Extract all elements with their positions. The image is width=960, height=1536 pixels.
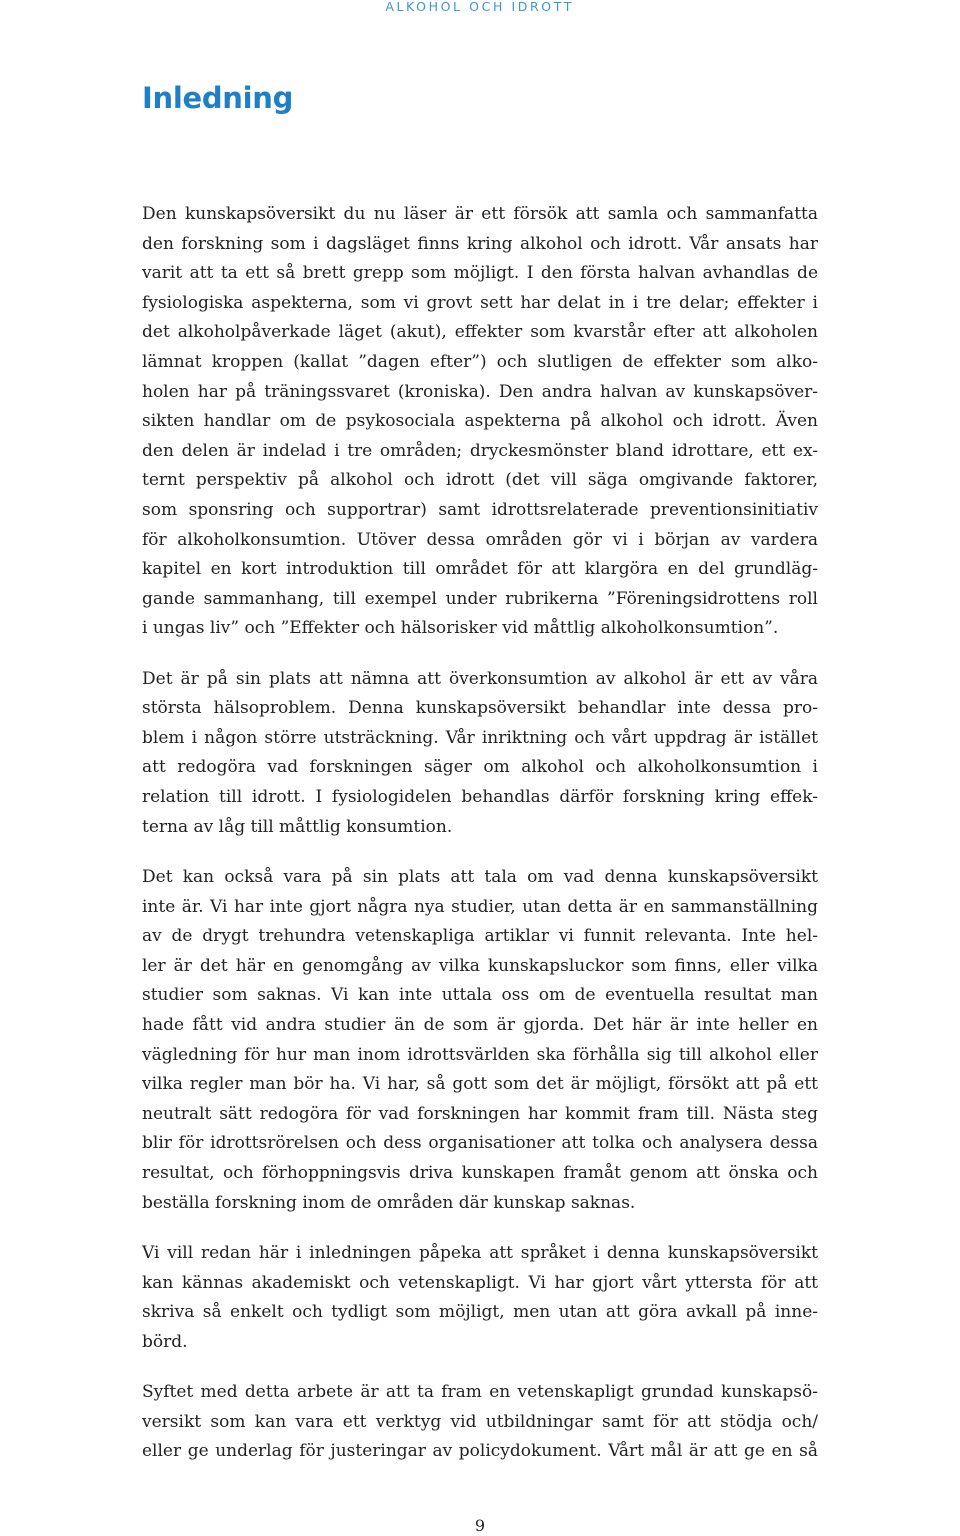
text-line: Syftet med detta arbete är att ta fram en vetenskapligt grundad kunskapsö-: [142, 1382, 818, 1403]
paragraph: [142, 1239, 818, 1357]
paragraph: [142, 1378, 818, 1467]
text-line: börd.: [142, 1331, 188, 1352]
text-line: lämnat kroppen (kallat ”dagen efter”) och slutligen de effekter som alko-: [142, 351, 818, 372]
text-line: sikten handlar om de psykosociala aspekterna på alkohol och idrott. Även: [142, 411, 818, 432]
text-line: kapitel en kort introduktion till området för att klargöra en del grundläg-: [142, 559, 818, 580]
text-line: skriva så enkelt och tydligt som möjligt, men utan att göra avkall på inne-: [142, 1302, 818, 1323]
text-line: Den kunskapsöversikt du nu läser är ett försök att samla och sammanfatta: [142, 204, 818, 224]
text-line: kan kännas akademiskt och vetenskapligt. Vi har gjort vårt yttersta för att: [142, 1272, 818, 1293]
text-line: hade fått vid andra studier än de som är gjorda. Det här är inte heller en: [142, 1015, 818, 1036]
paragraph: [142, 665, 818, 843]
text-line: den delen är indelad i tre områden; dryckesmönster bland idrottare, ett ex-: [142, 440, 818, 461]
text-line: Vi vill redan här i inledningen påpeka att språket i denna kunskapsöversikt: [142, 1242, 818, 1263]
running-header: ALKOHOL OCH IDROTT: [385, 0, 574, 14]
text-line: beställa forskning inom de områden där kunskap saknas.: [142, 1192, 636, 1213]
text-line: den forskning som i dagsläget finns kring alkohol och idrott. Vår ansats har: [142, 233, 818, 254]
text-line: gande sammanhang, till exempel under rubrikerna ”Föreningsidrottens roll: [142, 588, 818, 609]
text-line: eller ge underlag för justeringar av policydokument. Vårt mål är att ge en så: [142, 1441, 818, 1462]
page-number: 9: [474, 1516, 486, 1535]
text-line: varit att ta ett så brett grepp som möjligt. I den första halvan avhandlas de: [142, 263, 818, 284]
text-line: terna av låg till måttlig konsumtion.: [142, 816, 453, 837]
paragraph: [142, 863, 818, 1218]
text-line: ternt perspektiv på alkohol och idrott (det vill säga omgivande faktorer,: [142, 470, 818, 491]
text-line: största hälsoproblem. Denna kunskapsöversikt behandlar inte dessa pro-: [142, 698, 818, 719]
text-line: holen har på träningssvaret (kroniska). Den andra halvan av kunskapsöver-: [142, 381, 818, 402]
text-line: blir för idrottsrörelsen och dess organisationer att tolka och analysera dessa: [142, 1133, 818, 1154]
text-line: för alkoholkonsumtion. Utöver dessa områden gör vi i början av vardera: [142, 529, 818, 550]
text-line: blem i någon större utsträckning. Vår inriktning och vårt uppdrag är istället: [142, 727, 818, 748]
text-line: det alkoholpåverkade läget (akut), effekter som kvarstår efter att alkoholen: [142, 322, 818, 343]
text-line: versikt som kan vara ett verktyg vid utbildningar samt för att stödja och/: [142, 1411, 818, 1432]
text-line: i ungas liv” och ”Effekter och hälsorisker vid måttlig alkoholkonsumtion”.: [142, 618, 779, 639]
section-heading: Inledning: [142, 81, 294, 115]
text-line: vilka regler man bör ha. Vi har, så gott som det är möjligt, försökt att på ett: [142, 1074, 818, 1095]
text-line: neutralt sätt redogöra för vad forskningen har kommit fram till. Nästa steg: [142, 1103, 818, 1124]
text-line: vägledning för hur man inom idrottsvärlden ska förhålla sig till alkohol eller: [142, 1044, 818, 1065]
paragraph: [142, 200, 818, 644]
body-text: [142, 200, 818, 1488]
text-line: Det kan också vara på sin plats att tala om vad denna kunskapsöversikt: [142, 867, 818, 888]
text-line: inte är. Vi har inte gjort några nya studier, utan detta är en sammanställning: [142, 896, 818, 917]
text-line: att redogöra vad forskningen säger om alkohol och alkoholkonsumtion i: [142, 757, 818, 778]
text-line: relation till idrott. I fysiologidelen behandlas därför forskning kring effek-: [142, 787, 818, 808]
text-line: fysiologiska aspekterna, som vi grovt sett har delat in i tre delar; effekter i: [142, 292, 818, 313]
text-line: studier som saknas. Vi kan inte uttala oss om de eventuella resultat man: [142, 985, 818, 1006]
text-line: som sponsring och supportrar) samt idrottsrelaterade preventionsinitiativ: [142, 499, 818, 520]
text-line: resultat, och förhoppningsvis driva kunskapen framåt genom att önska och: [142, 1163, 818, 1183]
text-line: av de drygt trehundra vetenskapliga artiklar vi funnit relevanta. Inte hel-: [142, 926, 818, 947]
text-line: Det är på sin plats att nämna att överkonsumtion av alkohol är ett av våra: [142, 668, 818, 689]
text-line: ler är det här en genomgång av vilka kunskapsluckor som finns, eller vilka: [142, 955, 818, 976]
